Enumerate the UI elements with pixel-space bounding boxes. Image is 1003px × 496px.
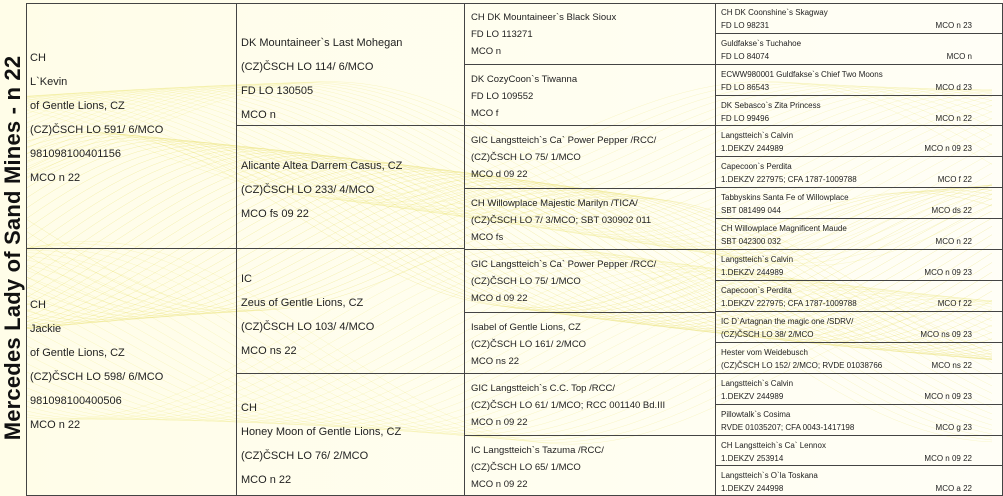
registration-number: FD LO 99496 xyxy=(721,114,770,123)
ancestor-name: Capecoon`s Perdita xyxy=(721,286,792,295)
ancestor-registration xyxy=(721,81,998,94)
ancestor-registration xyxy=(721,297,998,310)
registration-number: FD LO 86543 xyxy=(721,83,770,92)
ems-code: MCO n 23 xyxy=(935,21,972,30)
pedigree-line: (CZ)ČSCH LO 598/ 6/MCO xyxy=(30,371,164,383)
pedigree-line: MCO n xyxy=(471,46,502,57)
sire-cell xyxy=(26,3,237,249)
ems-code: MCO n 09 23 xyxy=(924,144,972,153)
ancestor-registration xyxy=(721,452,998,465)
pedigree-line: Honey Moon of Gentle Lions, CZ xyxy=(241,426,402,438)
pedigree-line: CH xyxy=(241,402,257,414)
registration-number: 1.DEKZV 227975; CFA 1787-1009788 xyxy=(721,175,857,184)
registration-number: 1.DEKZV 244989 xyxy=(721,268,784,277)
registration-number: SBT 081499 044 xyxy=(721,206,781,215)
grandparent-cell xyxy=(237,126,465,249)
ancestor-name: CH Willowplace Magnificent Maude xyxy=(721,224,847,233)
great-great-grandparent-cell xyxy=(716,343,1003,374)
registration-number: (CZ)ČSCH LO 38/ 2/MCO xyxy=(721,330,814,339)
pedigree-line: MCO n 09 22 xyxy=(471,417,528,428)
pedigree-line: GIC Langstteich`s Ca` Power Pepper /RCC/ xyxy=(471,259,657,270)
registration-number: (CZ)ČSCH LO 152/ 2/MCO; RVDE 01038766 xyxy=(721,361,883,370)
registration-number: SBT 042300 032 xyxy=(721,237,781,246)
pedigree-line: (CZ)ČSCH LO 65/ 1/MCO xyxy=(471,462,581,473)
ancestor-name: DK Sebasco`s Zita Princess xyxy=(721,101,821,110)
ems-code: MCO n 09 22 xyxy=(924,454,972,463)
great-grandparent-cell xyxy=(465,313,716,374)
pedigree-line: (CZ)ČSCH LO 61/ 1/MCO; RCC 001140 Bd.III xyxy=(471,400,666,411)
pedigree-line: L`Kevin xyxy=(30,76,68,88)
ancestor-name: ECWW980001 Guldfakse`s Chief Two Moons xyxy=(721,70,883,79)
ancestor-name: Guldfakse`s Tuchahoe xyxy=(721,39,802,48)
pedigree-line: (CZ)ČSCH LO 7/ 3/MCO; SBT 030902 011 xyxy=(471,215,652,226)
pedigree-line: (CZ)ČSCH LO 591/ 6/MCO xyxy=(30,124,164,136)
ancestor-registration xyxy=(721,173,998,186)
ems-code: MCO d 23 xyxy=(935,83,972,92)
registration-number: FD LO 84074 xyxy=(721,52,770,61)
ancestor-name: Tabbyskins Santa Fe of Willowplace xyxy=(721,193,849,202)
great-grandparent-cell xyxy=(465,250,716,313)
ancestor-registration xyxy=(721,482,998,495)
ems-code: MCO n 09 23 xyxy=(924,268,972,277)
great-great-grandparent-cell xyxy=(716,3,1003,34)
ems-code: MCO ns 22 xyxy=(931,361,972,370)
ancestor-registration xyxy=(721,421,998,434)
pedigree-line: Alicante Altea Darrem Casus, CZ xyxy=(241,160,403,172)
side-title-bar xyxy=(0,0,26,496)
ems-code: MCO n 22 xyxy=(935,237,972,246)
ancestor-registration xyxy=(721,19,998,32)
pedigree-line: MCO n 22 xyxy=(241,474,292,486)
ems-code: MCO n xyxy=(946,52,972,61)
great-grandparent-cell xyxy=(465,3,716,65)
ancestor-name: Pillowtalk`s Cosima xyxy=(721,410,791,419)
ancestor-registration xyxy=(721,328,998,341)
ancestor-name: Hester vom Weidebusch xyxy=(721,348,808,357)
pedigree-line: MCO n 09 22 xyxy=(471,479,528,490)
ancestor-name: Capecoon`s Perdita xyxy=(721,162,792,171)
ems-code: MCO ds 22 xyxy=(931,206,972,215)
ancestor-name: Langstteich`s Calvin xyxy=(721,131,794,140)
registration-number: 1.DEKZV 227975; CFA 1787-1009788 xyxy=(721,299,857,308)
ancestor-name: Langstteich`s O`la Toskana xyxy=(721,471,818,480)
ancestor-registration xyxy=(721,266,998,279)
great-great-grandparent-cell xyxy=(716,157,1003,188)
registration-number: 1.DEKZV 244989 xyxy=(721,144,784,153)
pedigree-line: GIC Langstteich`s C.C. Top /RCC/ xyxy=(471,383,615,394)
great-great-grandparent-cell xyxy=(716,188,1003,219)
pedigree-line: (CZ)ČSCH LO 233/ 4/MCO xyxy=(241,184,375,196)
pedigree-line: MCO ns 22 xyxy=(471,356,520,367)
great-great-grandparent-cell xyxy=(716,65,1003,96)
grandparent-cell xyxy=(237,249,465,374)
ancestor-name: Langstteich`s Calvin xyxy=(721,379,794,388)
great-grandparent-cell xyxy=(465,436,716,496)
great-great-grandparent-cell xyxy=(716,466,1003,496)
ems-code: MCO f 22 xyxy=(937,299,972,308)
great-great-grandparent-cell xyxy=(716,374,1003,405)
ancestor-name: Langstteich`s Calvin xyxy=(721,255,794,264)
ancestor-registration xyxy=(721,112,998,125)
pedigree-line: CH Willowplace Majestic Marilyn /TICA/ xyxy=(471,198,638,209)
dam-cell xyxy=(26,249,237,496)
ancestor-registration xyxy=(721,235,998,248)
ancestor-registration xyxy=(721,142,998,155)
great-great-grandparent-cell xyxy=(716,219,1003,250)
great-grandparent-cell xyxy=(465,65,716,126)
registration-number: 1.DEKZV 244989 xyxy=(721,392,784,401)
pedigree-line: DK CozyCoon`s Tiwanna xyxy=(471,74,578,85)
pedigree-line: DK Mountaineer`s Last Mohegan xyxy=(241,37,403,49)
pedigree-line: 981098100401156 xyxy=(30,148,121,160)
pedigree-line: IC Langstteich`s Tazuma /RCC/ xyxy=(471,445,604,456)
pedigree-line: CH DK Mountaineer`s Black Sioux xyxy=(471,12,617,23)
pedigree-line: MCO fs 09 22 xyxy=(241,208,309,220)
ancestor-name: CH DK Coonshine`s Skagway xyxy=(721,8,828,17)
ems-code: MCO f 22 xyxy=(937,175,972,184)
pedigree-line: (CZ)ČSCH LO 75/ 1/MCO xyxy=(471,276,581,287)
pedigree-line: CH xyxy=(30,52,46,64)
great-great-grandparent-cell xyxy=(716,405,1003,436)
pedigree-line: (CZ)ČSCH LO 114/ 6/MCO xyxy=(241,61,374,73)
pedigree-line: 981098100400506 xyxy=(30,395,122,407)
great-great-grandparent-cell xyxy=(716,250,1003,281)
ancestor-registration xyxy=(721,390,998,403)
pedigree-line: Isabel of Gentle Lions, CZ xyxy=(471,322,581,333)
pedigree-line: MCO n 22 xyxy=(30,172,81,184)
pedigree-line: MCO d 09 22 xyxy=(471,169,528,180)
great-great-grandparent-cell xyxy=(716,281,1003,312)
pedigree-line: FD LO 113271 xyxy=(471,29,533,40)
pedigree-line: of Gentle Lions, CZ xyxy=(30,100,125,112)
pedigree-line: (CZ)ČSCH LO 161/ 2/MCO xyxy=(471,339,587,350)
pedigree-line: Jackie xyxy=(30,323,62,335)
great-great-grandparent-cell xyxy=(716,96,1003,126)
ancestor-registration xyxy=(721,359,998,372)
registration-number: 1.DEKZV 253914 xyxy=(721,454,784,463)
great-great-grandparent-cell xyxy=(716,34,1003,65)
pedigree-line: MCO f xyxy=(471,108,499,119)
pedigree-line: FD LO 109552 xyxy=(471,91,534,102)
great-grandparent-cell xyxy=(465,189,716,250)
registration-number: 1.DEKZV 244998 xyxy=(721,484,784,493)
pedigree-line: (CZ)ČSCH LO 75/ 1/MCO xyxy=(471,152,581,163)
pedigree-line: MCO ns 22 xyxy=(241,345,297,357)
pedigree-line: MCO fs xyxy=(471,232,504,243)
ems-code: MCO ns 09 23 xyxy=(920,330,972,339)
pedigree-line: (CZ)ČSCH LO 76/ 2/MCO xyxy=(241,450,369,462)
ems-code: MCO a 22 xyxy=(935,484,972,493)
ancestor-name: CH Langstteich`s Ca` Lennox xyxy=(721,441,826,450)
ems-code: MCO n 22 xyxy=(935,114,972,123)
pedigree-line: of Gentle Lions, CZ xyxy=(30,347,125,359)
ems-code: MCO g 23 xyxy=(935,423,972,432)
ems-code: MCO n 09 23 xyxy=(924,392,972,401)
great-great-grandparent-cell xyxy=(716,126,1003,157)
ancestor-name: IC D`Artagnan the magic one /SDRV/ xyxy=(721,317,854,326)
pedigree-line: Zeus of Gentle Lions, CZ xyxy=(241,297,364,309)
great-grandparent-cell xyxy=(465,126,716,189)
grandparent-cell xyxy=(237,3,465,126)
pedigree-line: CH xyxy=(30,299,46,311)
registration-number: FD LO 98231 xyxy=(721,21,770,30)
great-great-grandparent-cell xyxy=(716,436,1003,466)
cat-name-title: Mercedes Lady of Sand Mines - n 22 xyxy=(0,55,25,441)
great-great-grandparent-cell xyxy=(716,312,1003,343)
ancestor-registration xyxy=(721,204,998,217)
great-grandparent-cell xyxy=(465,374,716,436)
grandparent-cell xyxy=(237,374,465,496)
pedigree-line: IC xyxy=(241,273,252,285)
pedigree-line: GIC Langstteich`s Ca` Power Pepper /RCC/ xyxy=(471,135,657,146)
registration-number: RVDE 01035207; CFA 0043-1417198 xyxy=(721,423,855,432)
pedigree-line: FD LO 130505 xyxy=(241,85,314,97)
pedigree-line: MCO n xyxy=(241,109,276,121)
pedigree-line: MCO n 22 xyxy=(30,419,81,431)
pedigree-line: (CZ)ČSCH LO 103/ 4/MCO xyxy=(241,321,375,333)
pedigree-line: MCO d 09 22 xyxy=(471,293,528,304)
ancestor-registration xyxy=(721,50,998,63)
